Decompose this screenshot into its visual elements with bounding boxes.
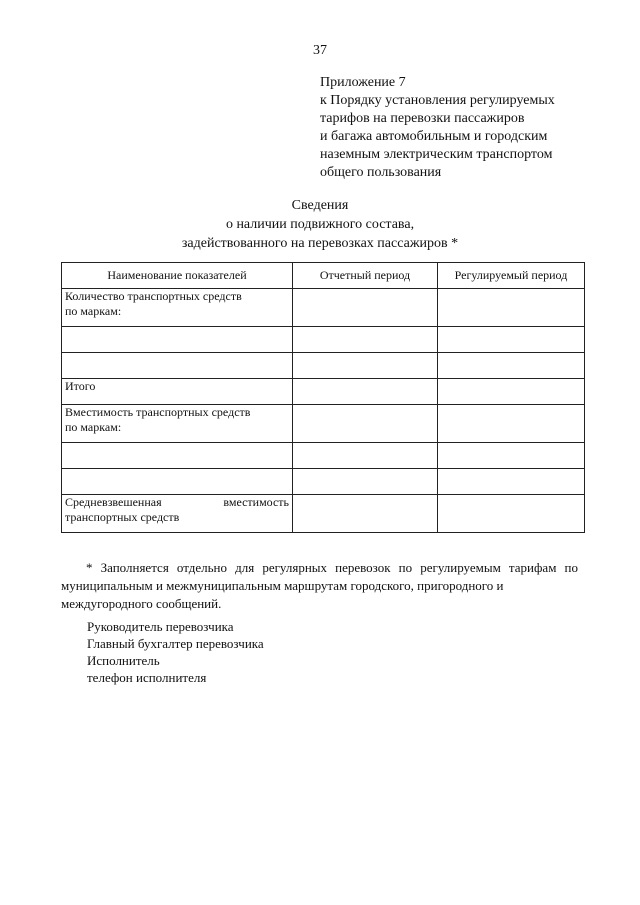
title-line: задействованного на перевозках пассажиров *	[181, 236, 459, 251]
table-cell[interactable]	[293, 495, 438, 533]
signature-line: телефон исполнителя	[87, 670, 207, 685]
appendix-block	[320, 74, 578, 182]
title-line: о наличии подвижного состава,	[225, 217, 415, 232]
table-cell[interactable]	[62, 469, 293, 495]
header-regulated-period: Регулируемый период	[438, 263, 585, 289]
footnote	[61, 559, 578, 613]
page-number: 37	[313, 43, 327, 58]
footnote-line: * Заполняется отдельно для регулярных перевозок по регулируемым тарифам по	[86, 560, 578, 575]
appendix-title: Приложение 7	[320, 75, 406, 90]
table-cell[interactable]	[293, 353, 438, 379]
appendix-line: общего пользования	[320, 165, 442, 180]
table-cell[interactable]	[438, 353, 585, 379]
signature-block	[87, 618, 264, 686]
table-cell[interactable]	[438, 405, 585, 443]
header-indicators: Наименование показателей	[62, 263, 293, 289]
table-cell[interactable]	[293, 289, 438, 327]
table-cell[interactable]	[293, 379, 438, 405]
table-cell[interactable]	[62, 443, 293, 469]
row-label-capacity: Вместимость транспортных средств по маркам:	[62, 405, 293, 443]
table-row	[62, 469, 585, 495]
table-cell[interactable]	[438, 443, 585, 469]
table-cell[interactable]	[438, 289, 585, 327]
table-cell[interactable]	[438, 379, 585, 405]
signature-line: Руководитель перевозчика	[87, 619, 234, 634]
row-label-total: Итого	[62, 379, 293, 405]
table-cell[interactable]	[62, 353, 293, 379]
table-row	[62, 405, 585, 443]
footnote-line: муниципальным и межмуниципальным маршрутам городского, пригородного и	[61, 578, 504, 593]
table-row	[62, 443, 585, 469]
table-cell[interactable]	[293, 443, 438, 469]
table-cell[interactable]	[438, 469, 585, 495]
table-cell[interactable]	[293, 469, 438, 495]
table-cell[interactable]	[62, 327, 293, 353]
appendix-line: и багажа автомобильным и городским	[320, 129, 548, 144]
table-cell[interactable]	[438, 495, 585, 533]
table-row	[62, 379, 585, 405]
row-label-weighted-capacity: Средневзвешенная вместимость транспортных средств	[62, 495, 293, 533]
appendix-line: наземным электрическим транспортом	[320, 147, 553, 162]
rolling-stock-table	[61, 262, 585, 533]
table-cell[interactable]	[293, 405, 438, 443]
signature-line: Главный бухгалтер перевозчика	[87, 636, 264, 651]
table-row	[62, 289, 585, 327]
table-row	[62, 495, 585, 533]
appendix-line: тарифов на перевозки пассажиров	[320, 111, 525, 126]
footnote-line: междугородного сообщений.	[61, 596, 222, 611]
row-label-qty: Количество транспортных средств по маркам:	[62, 289, 293, 327]
table-row	[62, 327, 585, 353]
appendix-line: к Порядку установления регулируемых	[320, 93, 555, 108]
signature-line: Исполнитель	[87, 653, 160, 668]
table-cell[interactable]	[438, 327, 585, 353]
table-row	[62, 353, 585, 379]
document-title	[0, 196, 640, 253]
table-header-row	[62, 263, 585, 289]
table-cell[interactable]	[293, 327, 438, 353]
header-reporting-period: Отчетный период	[293, 263, 438, 289]
title-line: Сведения	[291, 198, 349, 213]
